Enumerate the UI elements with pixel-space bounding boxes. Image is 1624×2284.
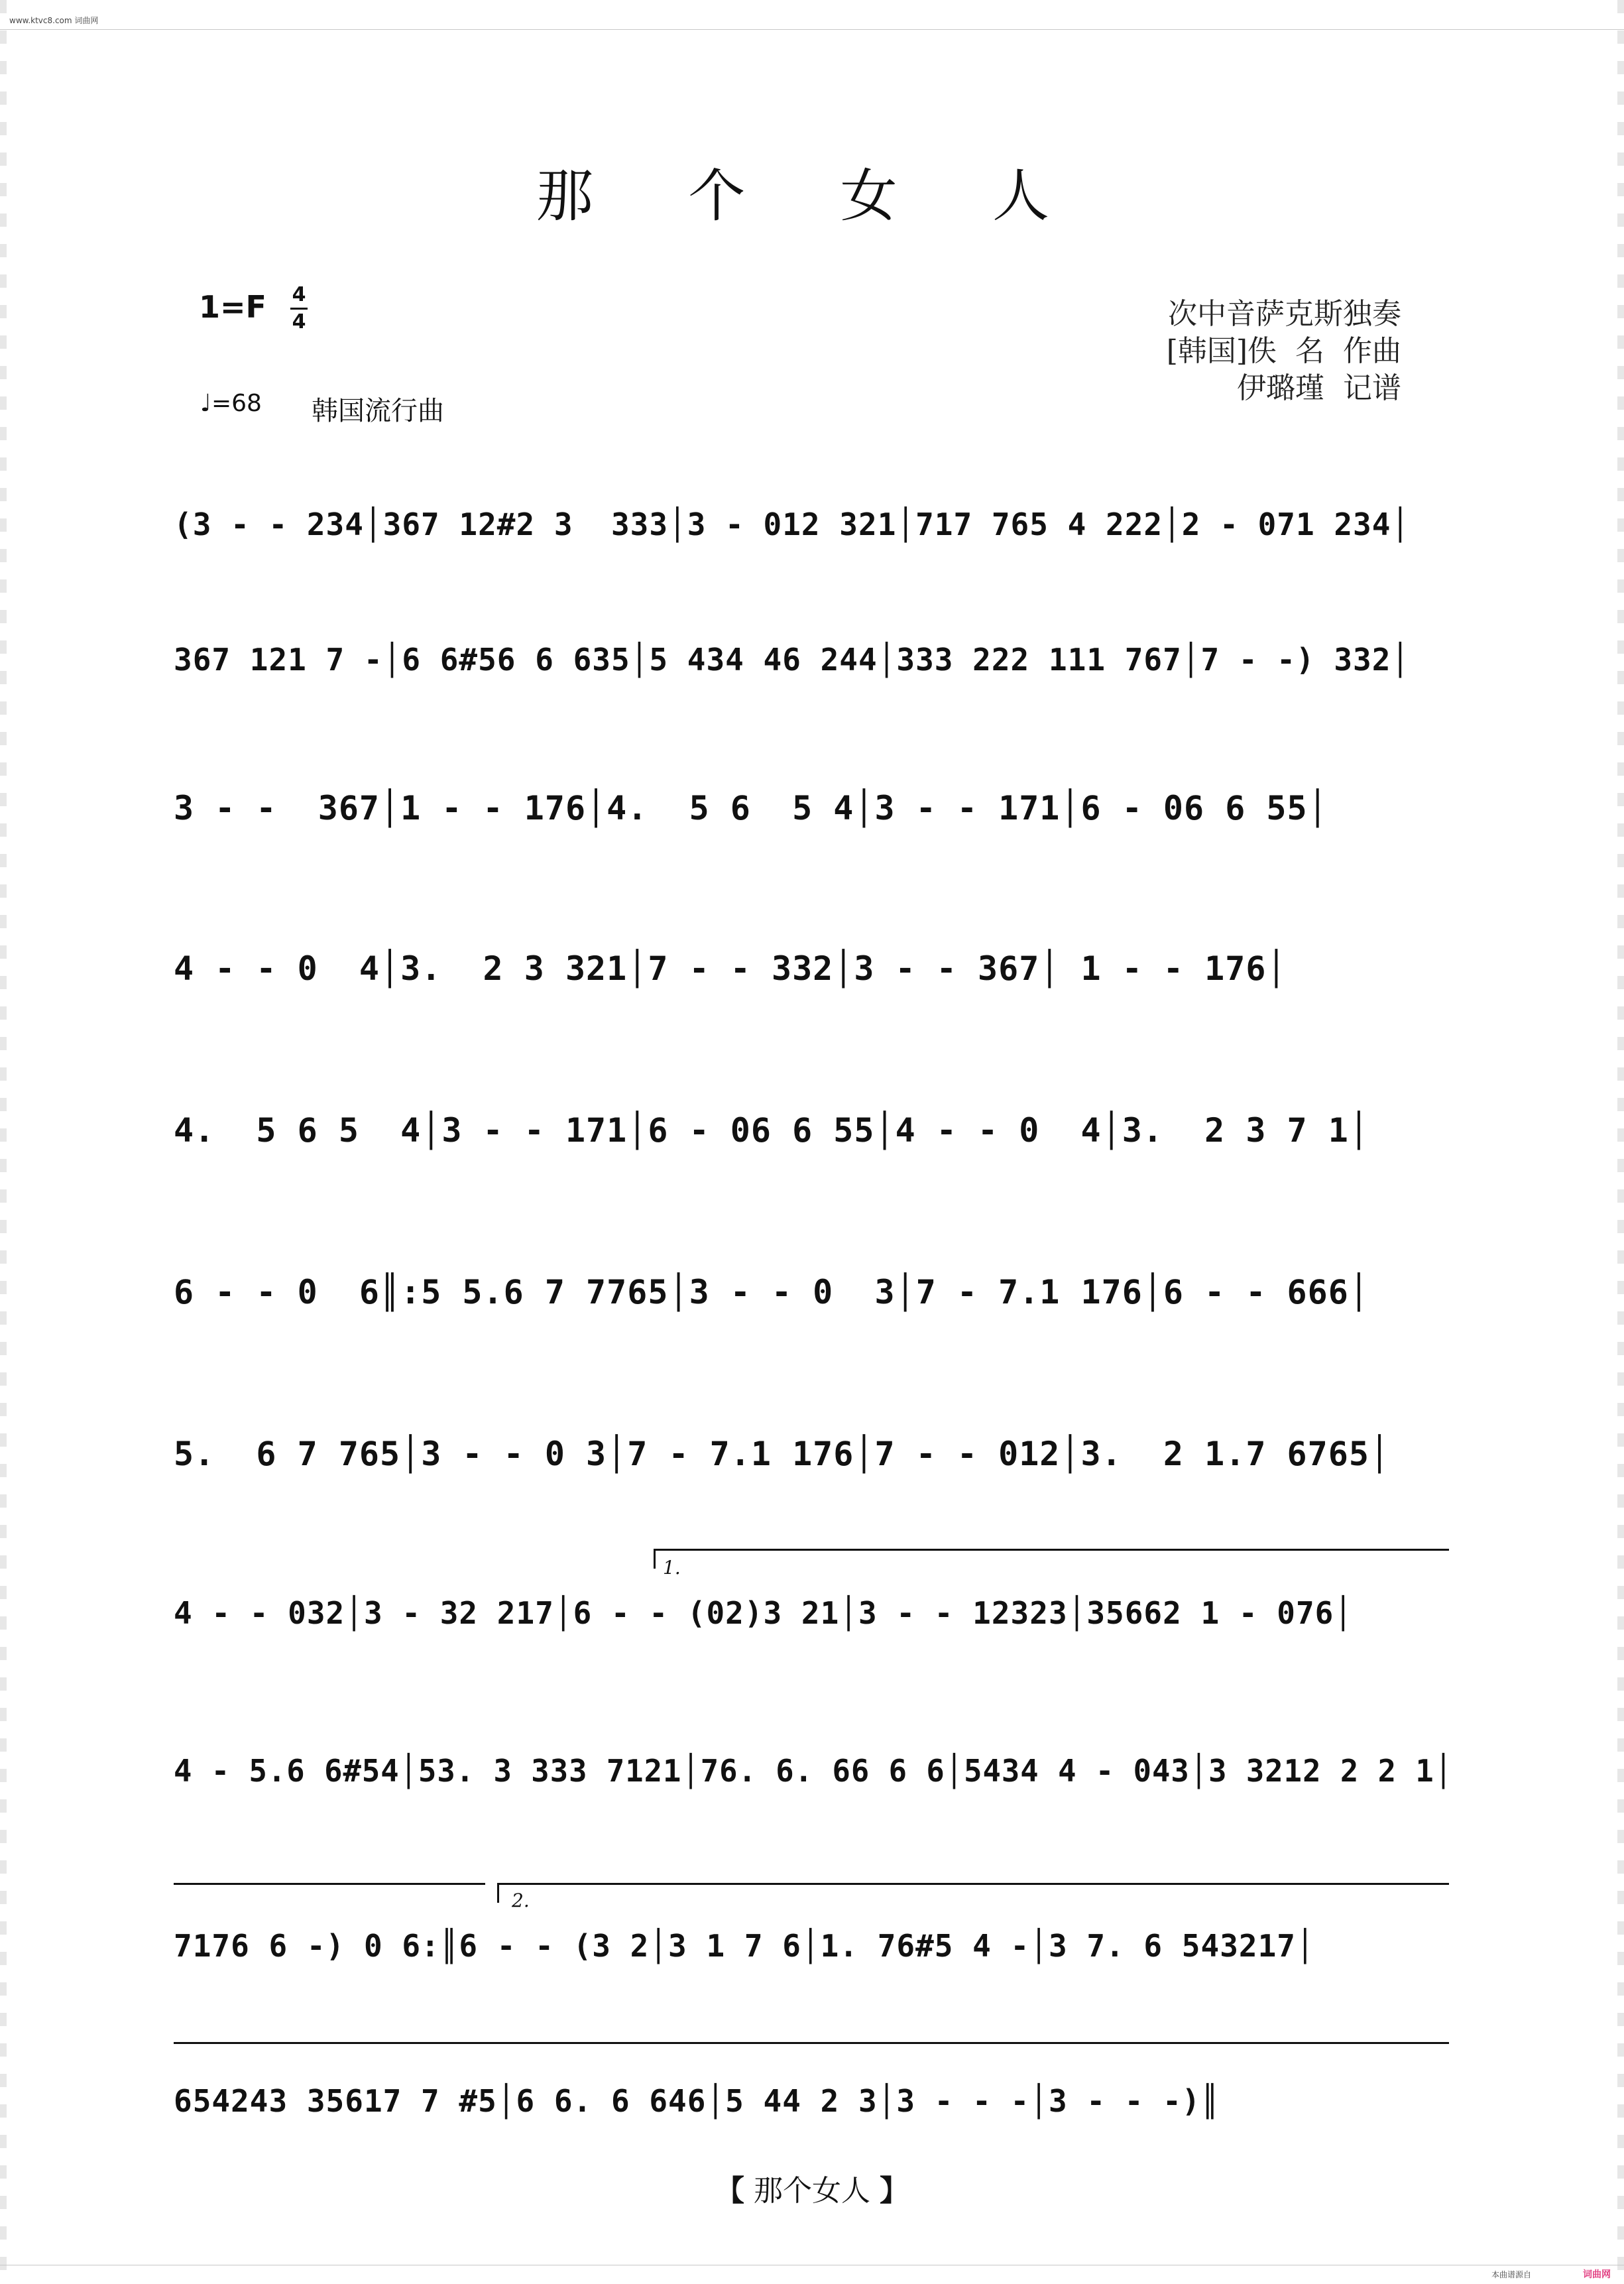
left-margin-strip [0,0,7,2284]
score-row-notes: 4. 5 6 5 4│3 - - 171│6 - 06 6 55│4 - - 0 4│3. 2 3 7 1│ [174,1111,1369,1150]
footer-bracket-close: 】 [880,2174,909,2208]
tempo-marking: ♩=68 [200,390,262,417]
first-ending-label: 1. [663,1557,681,1579]
second-ending-bracket [497,1883,1449,1885]
score-row-notes: (3 - - 234│367 12#2 3 333│3 - 012 321│717 765 4 222│2 - 071 234│ [174,507,1411,542]
key-signature: 1=F [199,289,266,325]
ending-continuation [174,2042,1449,2044]
second-ending-hook [497,1883,499,1903]
genre-label: 韩国流行曲 [312,396,444,426]
score-row-notes: 367 121 7 -│6 6#56 6 635│5 434 46 244│333 222 111 767│7 - -) 332│ [174,642,1411,678]
score-row-notes: 4 - - 032│3 - 32 217│6 - - (02)3 21│3 - - 12323│35662 1 - 076│ [174,1595,1354,1631]
right-margin-strip [1617,0,1624,2284]
time-signature-bottom: 4 [292,310,306,333]
score-row-notes: 4 - - 0 4│3. 2 3 321│7 - - 332│3 - - 367│ 1 - - 176│ [174,949,1287,988]
site-url: www.ktvc8.com 词曲网 [9,16,99,25]
credits-transcriber: 伊璐瑾 记谱 [1237,371,1401,405]
time-signature-top: 4 [292,283,306,306]
first-ending-continuation [174,1883,485,1885]
score-row-notes: 5. 6 7 765│3 - - 0 3│7 - 7.1 176│7 - - 012│3. 2 1.7 6765│ [174,1435,1391,1473]
time-signature-bar [290,308,308,310]
footer-title-text: 那个女人 [754,2174,870,2208]
time-signature [290,284,308,333]
credits-block [1167,296,1401,407]
top-divider [0,29,1624,30]
first-ending-hook [654,1549,656,1569]
credits-instrument: 次中音萨克斯独奏 [1168,297,1401,331]
source-note: 本曲谱源自 [1491,2270,1531,2279]
score-row-notes: 6 - - 0 6║:5 5.6 7 7765│3 - - 0 3│7 - 7.1 176│6 - - 666│ [174,1273,1369,1311]
score-row-notes: 7176 6 -) 0 6:║6 - - (3 2│3 1 7 6│1. 76#5 4 -│3 7. 6 543217│ [174,1928,1315,1964]
score-row-notes: 3 - - 367│1 - - 176│4. 5 6 5 4│3 - - 171│6 - 06 6 55│ [174,789,1328,827]
score-row-notes: 654243 35617 7 #5│6 6. 6 646│5 44 2 3│3 - - -│3 - - -)║ [174,2083,1220,2119]
score-row-notes: 4 - 5.6 6#54│53. 3 333 7121│76. 6. 66 6 6│5434 4 - 043│3 3212 2 2 1│ [174,1753,1454,1789]
footer-title [0,2167,1624,2209]
site-logo[interactable]: 词曲网 [1583,2269,1611,2280]
first-ending-bracket [654,1549,1449,1551]
footer-bracket-open: 【 [715,2174,744,2208]
second-ending-label: 2. [512,1890,530,1911]
credits-composer: [韩国]佚 名 作曲 [1166,334,1401,368]
song-title: 那 个 女 人 [536,163,1088,229]
